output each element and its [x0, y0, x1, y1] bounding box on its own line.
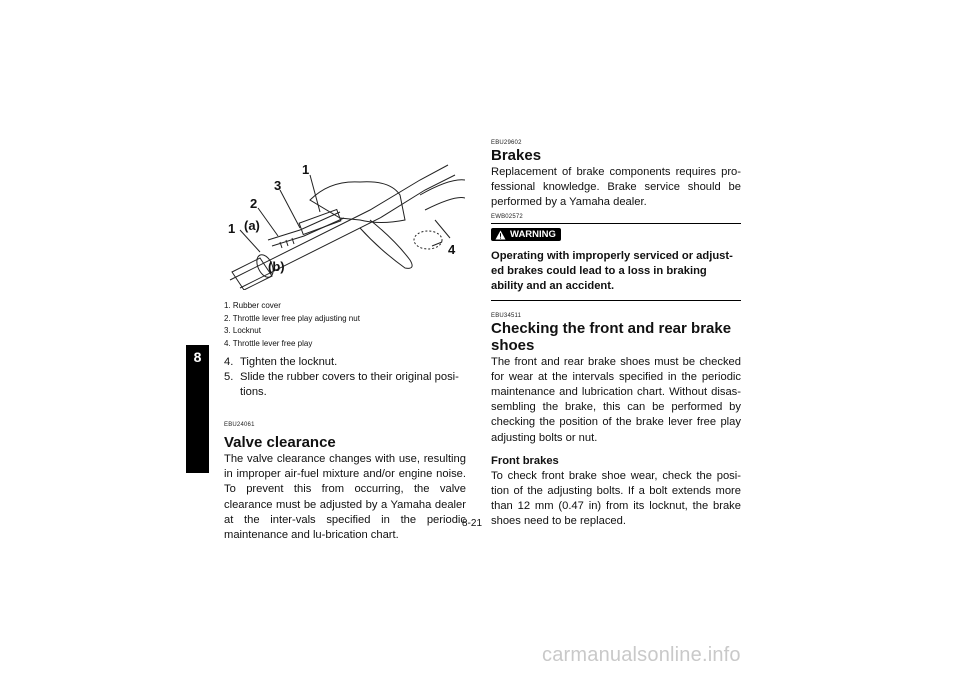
- callout-b: (b): [268, 259, 285, 274]
- caption-item: 4. Throttle lever free play: [224, 338, 313, 348]
- step-item: [224, 370, 466, 400]
- valve-code: EBU24061: [224, 422, 255, 428]
- brakes-heading: Brakes: [491, 147, 542, 164]
- callout-3: 3: [274, 178, 282, 193]
- page-number: 8-21: [462, 518, 483, 529]
- valve-heading: Valve clearance: [224, 434, 336, 451]
- shoes-body: The front and rear brake shoes must be checked for wear at the intervals specified in the periodic maintenance and lubrication chart. Without disas-sembling the brake, this can be performed by checking the position of the brake lever free play adjusting bolts or nut.: [491, 355, 741, 444]
- warning-badge: [491, 228, 561, 241]
- left-column-text: [224, 355, 466, 543]
- callout-2: 2: [250, 196, 258, 211]
- caption-item: 2. Throttle lever free play adjusting nut: [224, 313, 360, 323]
- warning-box: [491, 223, 741, 301]
- shoes-code: EBU34511: [491, 312, 522, 319]
- callout-4: 4: [448, 242, 456, 257]
- caption-item: 1. Rubber cover: [224, 301, 281, 310]
- front-brakes-body: To check front brake shoe wear, check the posi-tion of the adjusting bolts. If a bolt extends more than 12 mm (0.47 in) from its locknut, the brake shoes need to be replaced.: [491, 469, 741, 528]
- shoes-heading: Checking the front and rear brake shoes: [491, 319, 732, 354]
- callout-1-left: 1: [228, 221, 236, 236]
- step-item: [224, 355, 466, 370]
- section-tab: [186, 345, 209, 473]
- step-text: Slide the rubber covers to their original posi-tions.: [240, 371, 459, 398]
- step-number: 5.: [224, 371, 234, 383]
- step-text: Tighten the locknut.: [240, 356, 338, 368]
- warning-label: WARNING: [510, 229, 556, 241]
- brakes-code: EBU29602: [491, 140, 522, 146]
- figure-captions: [224, 300, 360, 350]
- caption-item: 3. Locknut: [224, 326, 261, 335]
- callout-1-top: 1: [302, 162, 310, 177]
- front-brakes-subheading: Front brakes: [491, 454, 559, 467]
- step-number: 4.: [224, 356, 234, 368]
- section-tab-label: 8: [193, 349, 202, 365]
- brakes-body: Replacement of brake components requires pro-fessional knowledge. Brake service should be performed by a Yamaha dealer.: [491, 166, 741, 209]
- callout-a: (a): [244, 218, 260, 233]
- warning-code: EWB02572: [491, 213, 523, 220]
- valve-body: The valve clearance changes with use, resulting in improper air-fuel mixture and/or engine noise. To prevent this from occurring, the valve clearance must be adjusted by a Yamaha dealer at the inter-vals specified in the periodic maintenance and lu-brication chart.: [224, 453, 466, 542]
- right-column: [491, 140, 741, 530]
- throttle-illustration: [220, 150, 465, 290]
- watermark: carmanualsonline.info: [542, 644, 741, 666]
- warning-text: Operating with improperly serviced or adjust-ed brakes could lead to a loss in braking ability and an accident.: [491, 249, 733, 292]
- warning-icon: [495, 230, 506, 240]
